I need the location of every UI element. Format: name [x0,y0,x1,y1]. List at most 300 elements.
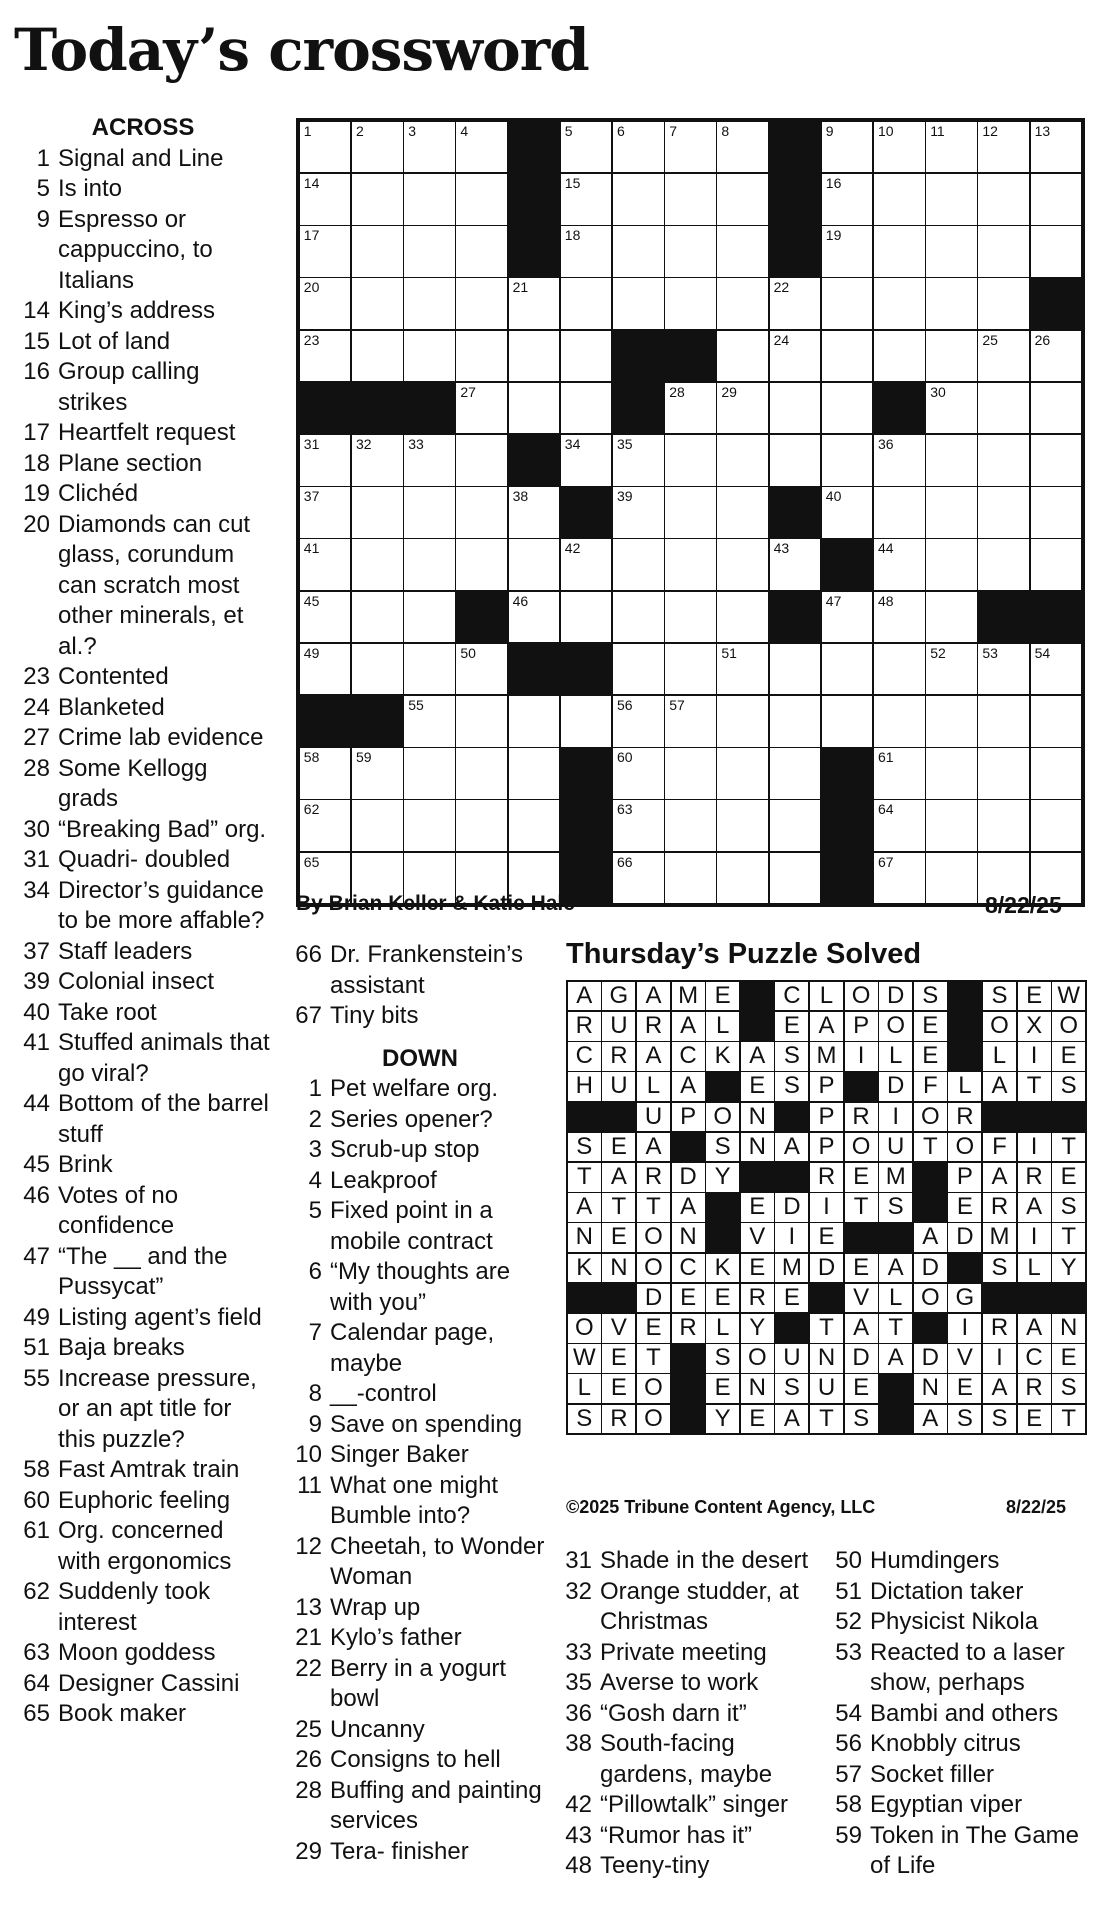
grid-cell[interactable] [613,800,664,851]
grid-cell[interactable] [456,800,507,851]
grid-cell[interactable] [926,383,977,434]
solved-cell: I [1018,1042,1051,1071]
grid-cell[interactable] [352,278,403,329]
black-square [560,643,612,695]
grid-cell[interactable] [352,435,403,486]
clue-text: Dictation taker [870,1577,1024,1605]
grid-cell[interactable] [874,487,925,538]
solved-black-square [948,1041,983,1071]
solved-cell: A [983,1374,1016,1403]
solved-date: 8/22/25 [1006,1497,1067,1517]
grid-cell[interactable] [509,383,560,434]
grid-cell[interactable] [352,122,403,173]
grid-cell[interactable] [926,644,977,695]
grid-cell[interactable] [822,331,873,382]
grid-cell[interactable] [717,800,768,851]
grid-cell[interactable] [509,748,560,799]
clue [14,1516,272,1577]
grid-cell[interactable] [978,383,1029,434]
grid-cell[interactable] [456,435,507,486]
grid-cell[interactable] [300,174,351,225]
clue [14,327,272,358]
clue-text: Some Kellogg grads [58,754,208,812]
grid-cell[interactable] [822,226,873,277]
cell-number: 34 [564,436,581,452]
solved-cell: E [741,1193,774,1222]
grid-cell[interactable] [926,487,977,538]
grid-cell[interactable] [300,487,351,538]
grid-cell[interactable] [874,435,925,486]
grid-cell[interactable] [822,278,873,329]
grid-cell[interactable] [926,800,977,851]
solved-cell: E [810,1223,843,1252]
grid-cell[interactable] [665,122,716,173]
cell-number: 16 [825,175,842,191]
black-square [769,225,821,277]
grid-cell[interactable] [352,487,403,538]
grid-cell[interactable] [1031,331,1082,382]
clue-text: Uncanny [330,1715,425,1743]
clue-text: “The __ and the Pussycat” [58,1242,228,1300]
grid-cell[interactable] [404,174,455,225]
grid-cell[interactable] [874,278,925,329]
grid-cell[interactable] [456,278,507,329]
grid-cell[interactable] [561,383,612,434]
grid-cell[interactable] [822,383,873,434]
grid-cell[interactable] [926,435,977,486]
clue [14,1577,272,1638]
solved-cell: R [845,1103,878,1132]
grid-cell[interactable] [613,696,664,747]
grid-cell[interactable] [926,592,977,643]
grid-cell[interactable] [456,748,507,799]
solved-cell: N [741,1103,774,1132]
grid-cell[interactable] [874,174,925,225]
grid-cell[interactable] [822,696,873,747]
grid-cell[interactable] [404,539,455,590]
grid-cell[interactable] [978,122,1029,173]
grid-cell[interactable] [665,800,716,851]
grid-cell[interactable] [874,748,925,799]
black-square [560,747,612,799]
clue [286,1837,554,1868]
grid-cell[interactable] [1031,644,1082,695]
solved-cell: A [879,1344,912,1373]
grid-cell[interactable] [509,487,560,538]
solved-cell: R [983,1193,1016,1222]
clue-number: 19 [23,480,50,507]
cell-number: 53 [982,644,998,661]
grid-cell[interactable] [874,592,925,643]
solved-cell: V [845,1284,878,1313]
solved-black-square [567,1283,602,1313]
grid-cell[interactable] [561,174,612,225]
solved-cell: R [1018,1374,1051,1403]
grid-cell[interactable] [300,592,351,643]
clue [286,1105,554,1136]
cell-number: 7 [669,122,677,139]
grid-cell[interactable] [717,174,768,225]
grid-cell[interactable] [561,592,612,643]
grid-cell[interactable] [822,174,873,225]
grid-cell[interactable] [1031,748,1082,799]
clue-text: Reacted to a laser show, perhaps [870,1638,1065,1696]
grid-cell[interactable] [613,487,664,538]
cell-number: 51 [721,644,737,661]
clue-number: 55 [23,1364,50,1392]
grid-cell[interactable] [613,592,664,643]
grid-cell[interactable] [1031,226,1082,277]
grid-cell[interactable] [404,278,455,329]
grid-cell[interactable] [352,539,403,590]
grid-cell[interactable] [509,331,560,382]
solved-cell: V [948,1344,981,1373]
clue-text: Signal and Line [58,144,224,172]
grid-cell[interactable] [978,644,1029,695]
grid-cell[interactable] [665,853,716,904]
clue-number: 7 [308,1319,322,1346]
grid-cell[interactable] [665,644,716,695]
clue-number: 61 [23,1517,50,1544]
clue-text: Tera- finisher [330,1837,469,1865]
grid-cell[interactable] [1031,435,1082,486]
grid-cell[interactable] [717,748,768,799]
cell-number: 37 [303,488,320,505]
clue [14,510,272,663]
clue-number: 54 [835,1699,862,1727]
clue-number: 63 [23,1639,50,1666]
solved-cell: T [845,1193,878,1222]
grid-cell[interactable] [456,383,507,434]
grid-cell[interactable] [509,696,560,747]
grid-cell[interactable] [665,539,716,590]
clue [556,1638,824,1669]
grid-cell[interactable] [874,644,925,695]
clue [286,1318,554,1379]
clue [556,1699,824,1730]
grid-cell[interactable] [613,174,664,225]
grid-cell[interactable] [978,487,1029,538]
solved-cell: E [845,1374,878,1403]
grid-cell[interactable] [613,226,664,277]
cell-number: 67 [878,853,894,870]
copyright: ©2025 Tribune Content Agency, LLC [566,1497,876,1517]
grid-cell[interactable] [300,539,351,590]
grid-cell[interactable] [874,800,925,851]
grid-cell[interactable] [926,331,977,382]
grid-cell[interactable] [352,226,403,277]
clue-number: 11 [297,1471,322,1499]
grid-cell[interactable] [770,383,821,434]
solved-cell: V [741,1223,774,1252]
clue-number: 3 [308,1136,322,1163]
grid-cell[interactable] [509,800,560,851]
solved-cell: T [810,1314,843,1343]
solved-cell: V [602,1314,635,1343]
grid-cell[interactable] [717,539,768,590]
grid-cell[interactable] [717,696,768,747]
cell-number: 2 [356,122,364,139]
solved-cell: S [879,1193,912,1222]
grid-cell[interactable] [404,800,455,851]
grid-cell[interactable] [978,539,1029,590]
grid-cell[interactable] [665,226,716,277]
grid-cell[interactable] [509,539,560,590]
grid-cell[interactable] [717,853,768,904]
solved-cell: Y [741,1314,774,1343]
solved-cell: M [775,1254,808,1283]
grid-cell[interactable] [1031,174,1082,225]
grid-cell[interactable] [978,435,1029,486]
grid-cell[interactable] [717,226,768,277]
grid-cell[interactable] [822,122,873,173]
grid-cell[interactable] [300,644,351,695]
solved-cell: S [706,1133,739,1162]
grid-cell[interactable] [770,853,821,904]
grid-cell[interactable] [300,435,351,486]
grid-cell[interactable] [1031,487,1082,538]
solved-cell: E [706,1284,739,1313]
grid-cell[interactable] [717,278,768,329]
grid-cell[interactable] [300,748,351,799]
grid-cell[interactable] [352,644,403,695]
grid-cell[interactable] [770,696,821,747]
clue-number: 31 [23,846,50,873]
grid-cell[interactable] [404,487,455,538]
grid-cell[interactable] [300,278,351,329]
grid-cell[interactable] [926,278,977,329]
across-heading: ACROSS [91,114,195,141]
grid-cell[interactable] [770,435,821,486]
solved-cell: A [775,1405,808,1434]
clue [826,1638,1092,1699]
clue-text: Director’s guidance to be more affable? [58,876,265,934]
grid-cell[interactable] [822,644,873,695]
grid-cell[interactable] [404,435,455,486]
solved-cell: E [741,1405,774,1434]
solved-cell: I [810,1193,843,1222]
grid-cell[interactable] [404,696,455,747]
grid-cell[interactable] [665,435,716,486]
grid-cell[interactable] [352,748,403,799]
solved-cell: L [983,1042,1016,1071]
grid-cell[interactable] [926,853,977,904]
clue-text: Singer Baker [330,1441,469,1468]
grid-cell[interactable] [874,853,925,904]
clue-text: “Gosh darn it” [600,1699,747,1727]
clue-text: Fast Amtrak train [58,1456,240,1483]
grid-cell[interactable] [978,226,1029,277]
cell-number: 43 [773,540,790,557]
grid-cell[interactable] [404,226,455,277]
grid-cell[interactable] [978,331,1029,382]
cell-number: 25 [982,331,998,348]
clue [14,723,272,754]
grid-cell[interactable] [874,226,925,277]
grid-cell[interactable] [300,331,351,382]
grid-cell[interactable] [717,122,768,173]
grid-cell[interactable] [456,122,507,173]
grid-cell[interactable] [665,696,716,747]
grid-cell[interactable] [770,539,821,590]
grid-cell[interactable] [352,592,403,643]
grid-cell[interactable] [456,487,507,538]
grid-cell[interactable] [300,122,351,173]
solved-cell: O [706,1103,739,1132]
solved-cell: E [602,1374,635,1403]
grid-cell[interactable] [1031,800,1082,851]
clue-list [14,144,272,1730]
grid-cell[interactable] [770,748,821,799]
grid-cell[interactable] [770,278,821,329]
solved-cell: R [602,1042,635,1071]
grid-cell[interactable] [717,487,768,538]
solved-cell: E [845,1254,878,1283]
grid-cell[interactable] [456,644,507,695]
clue [14,937,272,968]
solved-cell: R [637,1012,670,1041]
grid-cell[interactable] [300,226,351,277]
solved-cell: K [568,1254,601,1283]
grid-cell[interactable] [770,644,821,695]
grid-cell[interactable] [613,435,664,486]
clue [556,1821,824,1852]
grid-cell[interactable] [665,383,716,434]
grid-cell[interactable] [456,226,507,277]
cell-number: 27 [460,383,476,400]
clue-number: 23 [23,663,50,690]
grid-cell[interactable] [613,278,664,329]
solved-black-square [913,1162,948,1192]
grid-cell[interactable] [1031,539,1082,590]
clue [286,1654,554,1715]
grid-cell[interactable] [926,696,977,747]
grid-cell[interactable] [613,853,664,904]
grid-cell[interactable] [822,592,873,643]
grid-cell[interactable] [561,278,612,329]
grid-cell[interactable] [770,331,821,382]
grid-cell[interactable] [404,644,455,695]
clue-number: 40 [23,998,50,1026]
grid-cell[interactable] [665,487,716,538]
clue-text: Book maker [58,1700,187,1727]
grid-cell[interactable] [509,278,560,329]
clue-text: Quadri- doubled [58,846,231,873]
grid-cell[interactable] [717,435,768,486]
grid-cell[interactable] [926,226,977,277]
grid-cell[interactable] [978,748,1029,799]
grid-cell[interactable] [822,435,873,486]
clue-text: Socket filler [870,1760,995,1788]
grid-cell[interactable] [874,539,925,590]
grid-cell[interactable] [874,696,925,747]
solved-cell: O [845,1133,878,1162]
grid-cell[interactable] [978,174,1029,225]
grid-cell[interactable] [456,331,507,382]
clue-text: Physicist Nikola [870,1608,1039,1635]
solved-black-square [671,1404,706,1434]
grid-cell[interactable] [352,174,403,225]
grid-cell[interactable] [561,226,612,277]
grid-cell[interactable] [926,174,977,225]
grid-cell[interactable] [613,539,664,590]
grid-cell[interactable] [665,592,716,643]
solved-cell: W [568,1344,601,1373]
grid-cell[interactable] [561,122,612,173]
grid-cell[interactable] [404,122,455,173]
cell-number: 1 [303,122,312,139]
clue-text: Brink [58,1151,113,1178]
clue-text: Dr. Frankenstein’s assistant [330,941,523,999]
grid-cell[interactable] [665,748,716,799]
grid-cell[interactable] [717,331,768,382]
grid-cell[interactable] [456,696,507,747]
grid-cell[interactable] [509,592,560,643]
cell-number: 20 [303,279,320,296]
grid-cell[interactable] [456,174,507,225]
grid-cell[interactable] [613,644,664,695]
grid-cell[interactable] [352,331,403,382]
clue-number: 53 [835,1638,862,1666]
grid-cell[interactable] [613,122,664,173]
solved-cell: O [879,1012,912,1041]
grid-cell[interactable] [613,748,664,799]
grid-cell[interactable] [561,696,612,747]
grid-cell[interactable] [561,331,612,382]
grid-cell[interactable] [874,331,925,382]
solved-cell: A [672,1072,705,1101]
clue-text: Buffing and painting services [330,1776,542,1834]
grid-cell[interactable] [404,592,455,643]
clue-text: Scrub-up stop [330,1136,480,1163]
grid-cell[interactable] [717,383,768,434]
grid-cell[interactable] [978,800,1029,851]
solved-cell: A [914,1223,947,1252]
grid-cell[interactable] [665,278,716,329]
grid-cell[interactable] [978,696,1029,747]
grid-cell[interactable] [926,122,977,173]
clue-text: “Pillowtalk” singer [600,1791,789,1818]
grid-cell[interactable] [404,748,455,799]
clue-number: 58 [835,1791,862,1818]
grid-cell[interactable] [456,539,507,590]
grid-cell[interactable] [874,122,925,173]
grid-cell[interactable] [561,435,612,486]
solved-cell: P [810,1103,843,1132]
grid-cell[interactable] [300,800,351,851]
grid-cell[interactable] [717,592,768,643]
grid-cell[interactable] [822,487,873,538]
solved-black-square [878,1404,913,1434]
clue-text: Stuffed animals that go viral? [58,1029,270,1087]
grid-cell[interactable] [926,748,977,799]
grid-cell[interactable] [717,644,768,695]
clue-number: 5 [36,175,50,202]
grid-cell[interactable] [1031,696,1082,747]
grid-cell[interactable] [926,539,977,590]
grid-cell[interactable] [1031,383,1082,434]
solved-cell: E [914,1012,947,1041]
grid-cell[interactable] [404,331,455,382]
grid-cell[interactable] [1031,122,1082,173]
grid-cell[interactable] [352,800,403,851]
grid-cell[interactable] [978,278,1029,329]
solved-cell: O [637,1223,670,1252]
grid-cell[interactable] [561,539,612,590]
grid-cell[interactable] [665,174,716,225]
grid-cell[interactable] [770,800,821,851]
black-square [1030,591,1082,643]
